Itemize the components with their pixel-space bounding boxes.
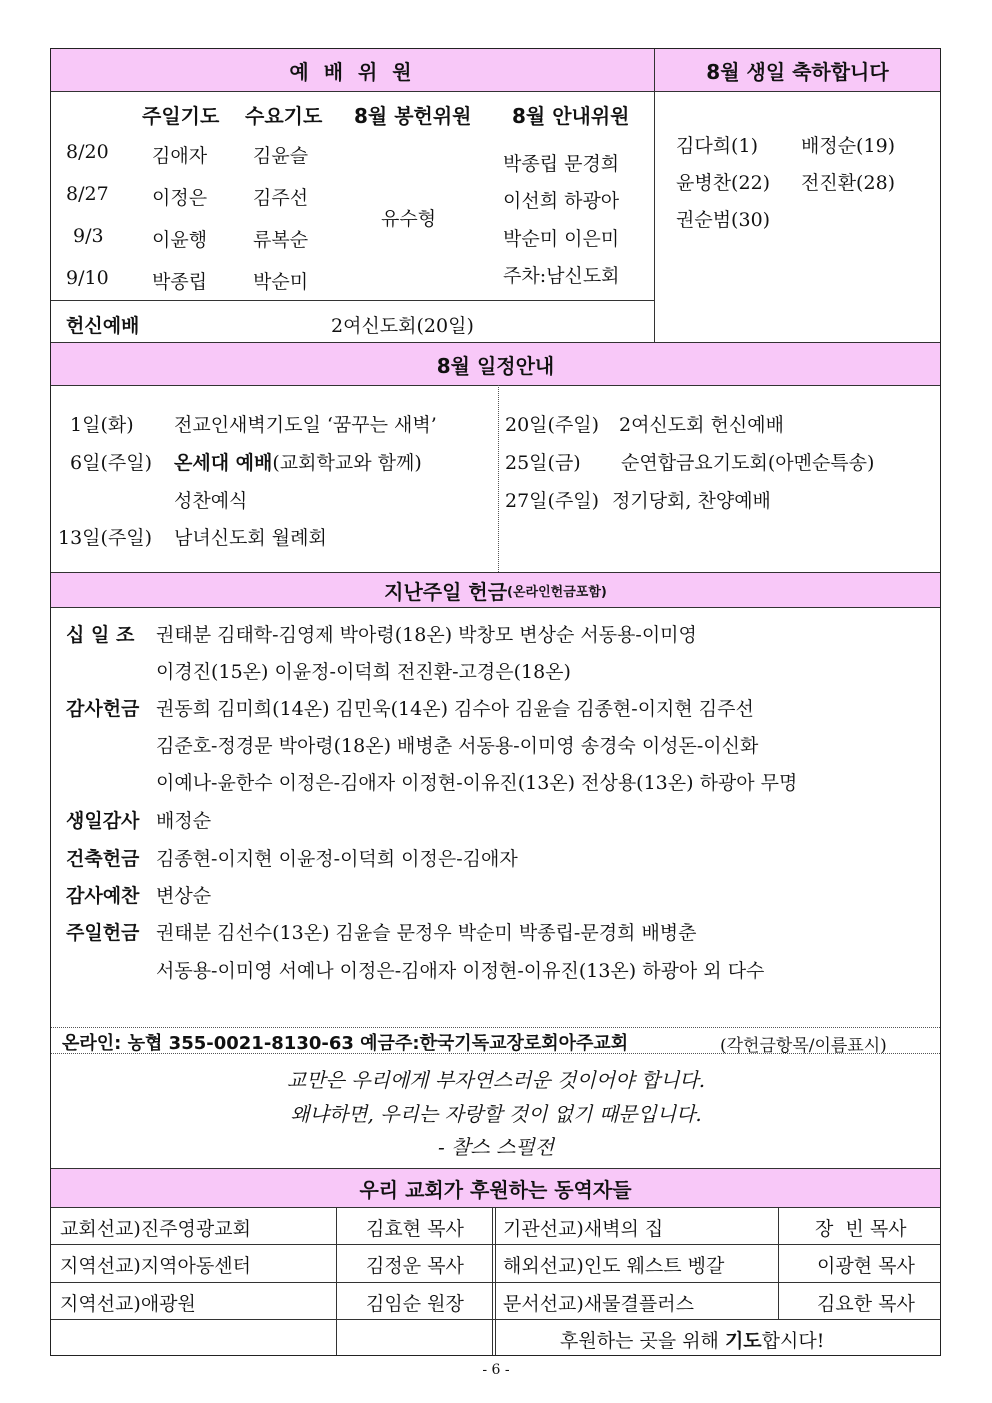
offering-label: 주일헌금 — [66, 922, 140, 944]
support-person: 김효현 목사 — [366, 1218, 464, 1240]
col-sunday-prayer: 주일기도 — [142, 104, 220, 128]
offering-line: 변상순 — [156, 885, 212, 907]
row-date: 8/27 — [66, 183, 109, 205]
schedule-day: 25일(금) — [505, 452, 581, 474]
schedule-event: 순연합금요기도회(아멘순특송) — [621, 452, 875, 474]
schedule-event-bold: 온세대 예배 — [174, 452, 273, 474]
birthday-name: 전진환(28) — [801, 172, 896, 194]
offering-line: 김종현-이지현 이윤정-이덕희 이정은-김애자 — [156, 848, 518, 870]
schedule-day: 27일(주일) — [505, 490, 600, 512]
divider — [498, 385, 499, 572]
quote-line: 왜냐하면, 우리는 자랑할 것이 없기 때문입니다. — [290, 1102, 702, 1126]
worship-title: 예 배 위 원 — [289, 59, 416, 84]
prayer-text: 합시다! — [761, 1330, 825, 1352]
guide-line: 주차:남신도회 — [503, 265, 620, 287]
col-offering-committee: 8월 봉헌위원 — [354, 104, 472, 128]
offering-line: 권태분 김선수(13온) 김윤슬 문정우 박순미 박종립-문경희 배병춘 — [156, 922, 697, 944]
schedule-event: 정기당회, 찬양예배 — [612, 490, 771, 512]
prayer-text-bold: 기도 — [724, 1330, 762, 1352]
support-person: 김임순 원장 — [366, 1293, 464, 1315]
row-wednesday: 박순미 — [253, 271, 309, 293]
offering-line: 김준호-정경문 박아령(18온) 배병춘 서동용-이미영 송경숙 이성돈-이신화 — [156, 735, 759, 757]
schedule-event: 성찬예식 — [174, 490, 248, 512]
offering-header — [51, 572, 940, 608]
guide-line: 이선희 하광아 — [503, 190, 620, 212]
divider — [778, 1207, 779, 1320]
offering-line: 권태분 김태학-김영제 박아령(18온) 박창모 변상순 서동용-이미영 — [156, 624, 697, 646]
row-sunday: 이정은 — [152, 187, 208, 209]
row-date: 9/3 — [73, 225, 104, 247]
quote-author: - 찰스 스펄전 — [437, 1135, 555, 1159]
offering-label: 생일감사 — [66, 810, 140, 832]
offering-title-note: (온라인헌금포함) — [507, 584, 607, 600]
support-place: 기관선교)새벽의 집 — [503, 1218, 664, 1240]
schedule-day: 13일(주일) — [58, 527, 153, 549]
birthday-name: 배정순(19) — [801, 135, 896, 157]
support-person: 김요한 목사 — [817, 1293, 915, 1315]
row-sunday: 이윤행 — [152, 229, 208, 251]
support-place: 지역선교)지역아동센터 — [60, 1255, 251, 1277]
support-person: 이광현 목사 — [817, 1255, 915, 1277]
divider — [336, 1207, 337, 1355]
prayer-request — [560, 1326, 824, 1353]
guide-line: 박종립 문경희 — [503, 153, 620, 175]
worship-header — [51, 49, 654, 92]
support-place: 문서선교)새물결플러스 — [503, 1293, 694, 1315]
row-wednesday: 김윤슬 — [253, 145, 309, 167]
guide-line: 박순미 이은미 — [503, 228, 620, 250]
offering-line: 이경진(15온) 이윤정-이덕희 전진환-고경은(18온) — [156, 661, 571, 683]
schedule-event: 남녀신도회 월례회 — [174, 527, 327, 549]
col-guide-committee: 8월 안내위원 — [512, 104, 630, 128]
divider — [495, 1207, 496, 1355]
schedule-event: 전교인새벽기도일 ‘꿈꾸는 새벽’ — [174, 414, 437, 436]
offering-label: 감사헌금 — [66, 698, 140, 720]
schedule-title: 8월 일정안내 — [436, 353, 555, 378]
birthday-name: 권순범(30) — [676, 209, 771, 231]
row-date: 8/20 — [66, 141, 109, 163]
col-wednesday-prayer: 수요기도 — [245, 104, 323, 128]
offering-label: 건축헌금 — [66, 848, 140, 870]
support-place: 해외선교)인도 웨스트 벵갈 — [503, 1255, 725, 1277]
quote-line: 교만은 우리에게 부자연스러운 것이어야 합니다. — [286, 1068, 706, 1092]
dedication-label: 헌신예배 — [66, 315, 140, 337]
row-wednesday: 류복순 — [253, 229, 309, 251]
offering-member: 유수형 — [381, 208, 437, 230]
support-person: 김정운 목사 — [366, 1255, 464, 1277]
row-date: 9/10 — [66, 267, 109, 289]
divider — [51, 300, 654, 301]
row-sunday: 김애자 — [152, 145, 208, 167]
offering-label: 십 일 조 — [66, 624, 135, 646]
divider — [51, 1027, 940, 1028]
online-note: (각헌금항목/이름표시) — [720, 1036, 887, 1056]
schedule-day: 1일(화) — [70, 414, 134, 436]
offering-line: 이예나-윤한수 이정은-김애자 이정현-이유진(13온) 전상용(13온) 하광아 무명 — [156, 772, 798, 794]
schedule-event: 2여신도회 헌신예배 — [619, 414, 784, 436]
dedication-value: 2여신도회(20일) — [331, 315, 474, 337]
offering-line: 권동희 김미희(14온) 김민욱(14온) 김수아 김윤슬 김종현-이지현 김주선 — [156, 698, 754, 720]
birthday-name: 윤병찬(22) — [676, 172, 771, 194]
support-header — [51, 1168, 940, 1208]
schedule-day: 6일(주일) — [70, 452, 152, 474]
schedule-event-note: (교회학교와 함께) — [272, 452, 422, 474]
row-sunday: 박종립 — [152, 271, 208, 293]
offering-label: 감사예찬 — [66, 885, 140, 907]
support-place: 지역선교)애광원 — [60, 1293, 196, 1315]
page-number: - 6 - — [482, 1362, 510, 1378]
schedule-day: 20일(주일) — [505, 414, 600, 436]
support-place: 교회선교)진주영광교회 — [60, 1218, 251, 1240]
birthday-title: 8월 생일 축하합니다 — [706, 59, 889, 84]
prayer-text: 후원하는 곳을 위해 — [560, 1330, 725, 1352]
divider — [51, 1053, 940, 1054]
divider — [654, 49, 655, 342]
offering-line: 배정순 — [156, 810, 212, 832]
support-title: 우리 교회가 후원하는 동역자들 — [359, 1177, 632, 1202]
row-wednesday: 김주선 — [253, 187, 309, 209]
divider — [492, 1207, 493, 1355]
schedule-header — [51, 342, 940, 386]
birthday-name: 김다희(1) — [676, 135, 758, 157]
online-account: 온라인: 농협 355-0021-8130-63 예금주:한국기독교장로회아주교회 — [62, 1033, 629, 1054]
support-person: 장 빈 목사 — [815, 1218, 907, 1240]
offering-line: 서동용-이미영 서예나 이정은-김애자 이정현-이유진(13온) 하광아 외 다수 — [156, 960, 765, 982]
birthday-header — [655, 49, 940, 92]
schedule-event — [174, 448, 422, 475]
offering-title: 지난주일 헌금 — [384, 579, 508, 604]
